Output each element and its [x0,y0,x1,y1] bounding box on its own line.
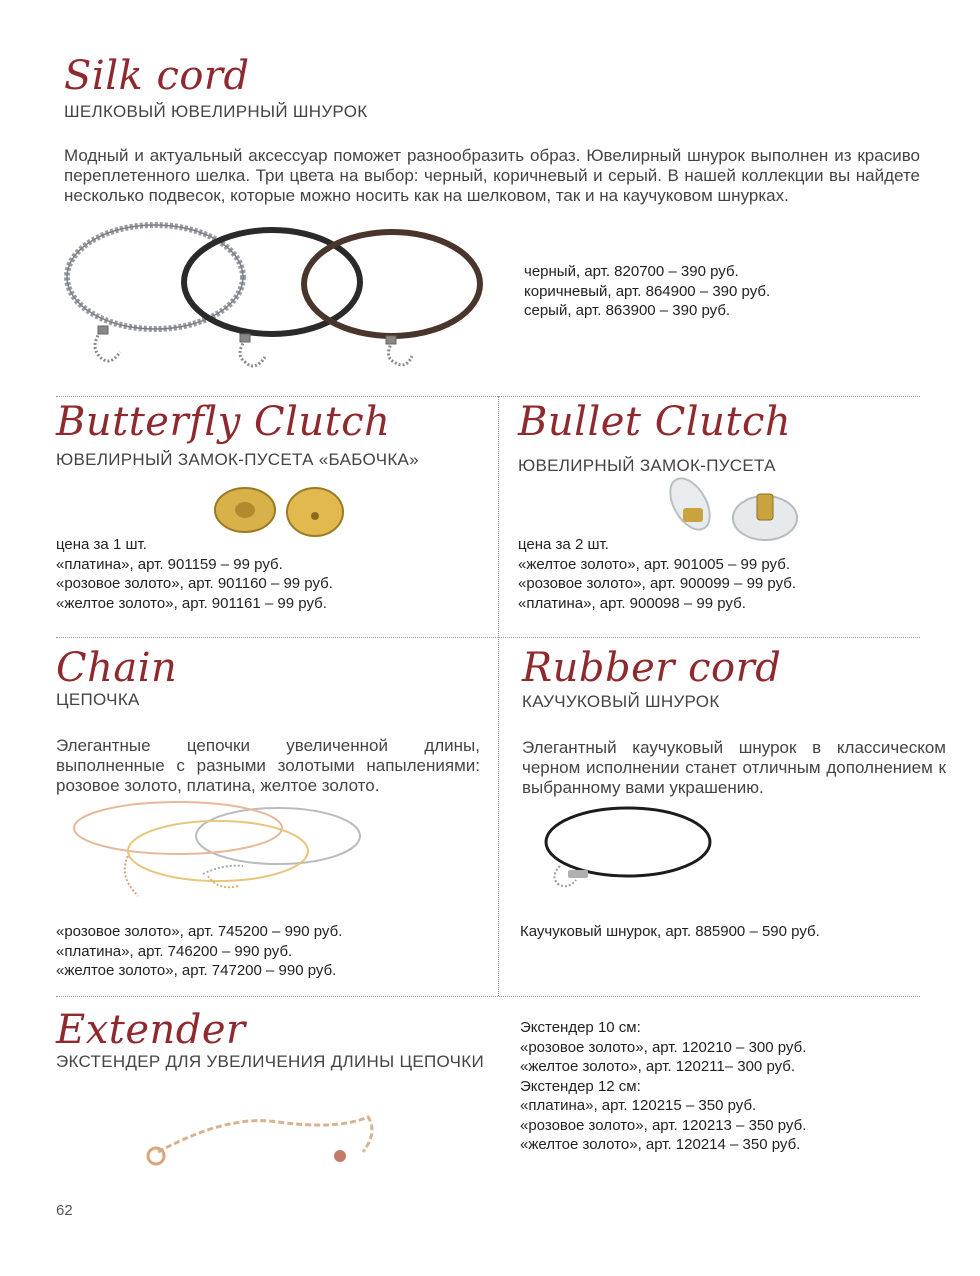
extender-title: Extender [56,1007,246,1053]
extender-image [140,1104,390,1174]
chain-image [68,796,368,916]
silk-cord-prices [524,262,770,321]
extender-prices [520,1018,806,1155]
butterfly-clutch-subtitle: ЮВЕЛИРНЫЙ ЗАМОК-ПУСЕТА «БАБОЧКА» [56,450,419,469]
extender-subtitle: ЭКСТЕНДЕР ДЛЯ УВЕЛИЧЕНИЯ ДЛИНЫ ЦЕПОЧКИ [56,1052,485,1071]
price-line: «желтое золото», арт. 901161 – 99 руб. [56,594,327,612]
chain-prices [56,922,342,981]
rubber-cord-subtitle: КАУЧУКОВЫЙ ШНУРОК [522,692,720,711]
price-line: «желтое золото», арт. 747200 – 990 руб. [56,962,337,979]
price-line: серый, арт. 863900 – 390 руб. [524,302,731,319]
bullet-clutch-image [655,474,805,544]
silk-cord-description: Модный и актуальный аксессуар поможет разнообразить образ. Ювелирный шнурок выполнен из красиво переплетенного шелка. Три цвета на выбор: черный, коричневый и серый. В нашей коллекции вы найдете несколько подвесок, которые можно носить как на шелковом, так и на каучуковом шнурках. [64,146,920,205]
price-line: Экстендер 10 см: [520,1019,641,1036]
butterfly-clutch-title: Butterfly Clutch [56,399,391,445]
price-line: черный, арт. 820700 – 390 руб. [524,263,739,280]
bullet-clutch-title: Bullet Clutch [518,399,792,445]
price-line: цена за 2 шт. [518,536,609,553]
price-line: коричневый, арт. 864900 – 390 руб. [524,282,771,300]
page-number: 62 [56,1202,73,1219]
butterfly-clutch-image [210,482,350,542]
divider [56,996,920,997]
price-line: «розовое золото», арт. 900099 – 99 руб. [518,575,797,592]
silk-cord-subtitle: ШЕЛКОВЫЙ ЮВЕЛИРНЫЙ ШНУРОК [64,102,368,121]
bullet-clutch-prices [518,535,796,613]
silk-cords-image [60,222,520,382]
price-line: «желтое золото», арт. 120211– 300 руб. [520,1058,796,1075]
column-divider [498,396,499,996]
rubber-cord-price: Каучуковый шнурок, арт. 885900 – 590 руб. [520,923,820,940]
price-line: Экстендер 12 см: [520,1077,641,1095]
price-line: «платина», арт. 901159 – 99 руб. [56,555,283,573]
price-line: «платина», арт. 900098 – 99 руб. [518,594,746,612]
bullet-clutch-subtitle: ЮВЕЛИРНЫЙ ЗАМОК-ПУСЕТА [518,456,776,475]
divider [56,396,920,397]
price-line: «розовое золото», арт. 120210 – 300 руб. [520,1038,807,1056]
price-line: «розовое золото», арт. 745200 – 990 руб. [56,923,343,940]
chain-description: Элегантные цепочки увеличенной длины, выполненные с разными золотыми напылениями: розовое золото, платина, желтое золото. [56,736,480,795]
silk-cord-title: Silk cord [64,53,250,99]
price-line: «желтое золото», арт. 901005 – 99 руб. [518,555,790,573]
price-line: «платина», арт. 120215 – 350 руб. [520,1097,757,1114]
divider [56,637,920,638]
price-line: «платина», арт. 746200 – 990 руб. [56,942,293,960]
price-line: «розовое золото», арт. 120213 – 350 руб. [520,1116,807,1134]
price-line: «желтое золото», арт. 120214 – 350 руб. [520,1136,801,1153]
price-line: «розовое золото», арт. 901160 – 99 руб. [56,575,333,592]
rubber-cord-title: Rubber cord [522,645,782,691]
price-line: цена за 1 шт. [56,536,147,553]
rubber-cord-image [540,804,720,894]
chain-subtitle: ЦЕПОЧКА [56,690,140,709]
chain-title: Chain [56,645,178,691]
rubber-cord-description: Элегантный каучуковый шнурок в классическом черном исполнении станет отличным дополнением к выбранному вами украшению. [522,738,946,797]
butterfly-clutch-prices [56,535,333,613]
